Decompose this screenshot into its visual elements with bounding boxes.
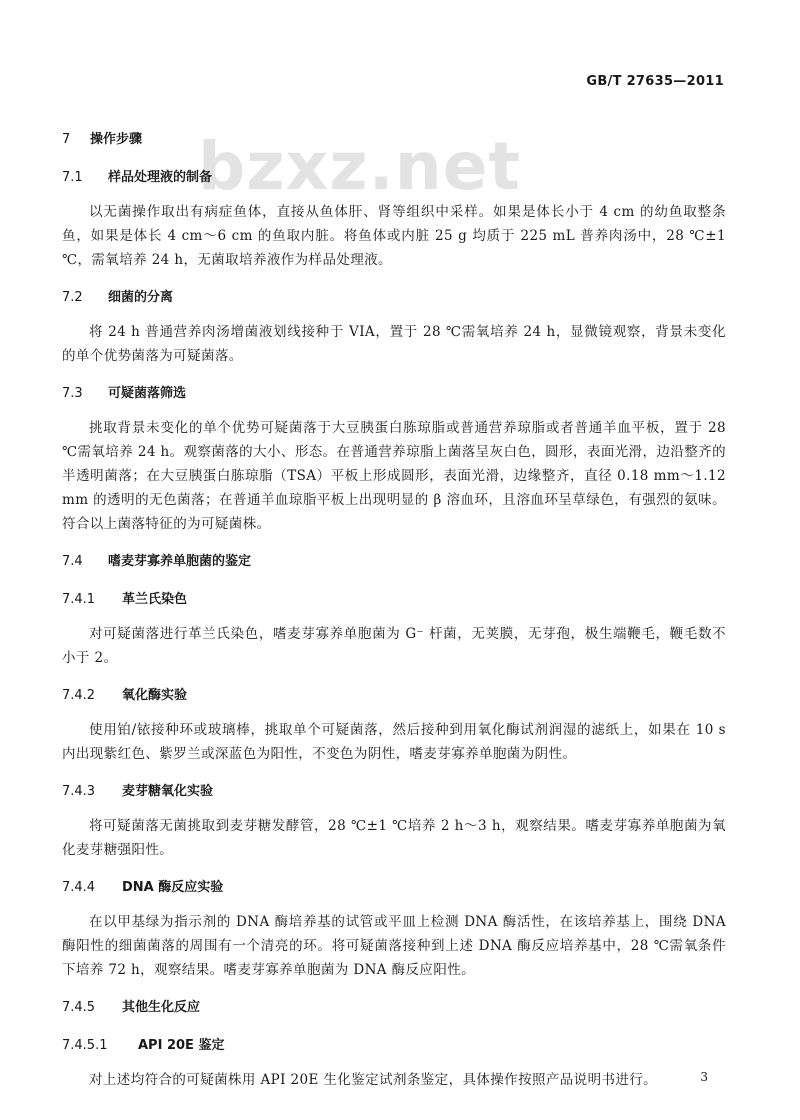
section-number: 7.4.2 xyxy=(62,688,96,703)
section-title: 其他生化反应 xyxy=(122,1000,201,1015)
section-title: 革兰氏染色 xyxy=(122,592,188,607)
section-title: 嗜麦芽寡养单胞菌的鉴定 xyxy=(108,554,252,569)
subsection-heading xyxy=(62,588,726,612)
section-number: 7.2 xyxy=(62,290,83,305)
section-paragraph: 使用铂/铱接种环或玻璃棒，挑取单个可疑菌落，然后接种到用氧化酶试剂润湿的滤纸上，如果在 10 s 内出现紫红色、紫罗兰或深蓝色为阳性，不变色为阴性，嗜麦芽寡养单胞菌为阴性。 xyxy=(62,722,726,762)
section-title: 细菌的分离 xyxy=(108,290,174,305)
subsubsection-heading xyxy=(62,1034,726,1058)
section-number: 7.4 xyxy=(62,554,83,569)
section-paragraph: 挑取背景未变化的单个优势可疑菌落于大豆胰蛋白胨琼脂或普通营养琼脂或者普通羊血平板，置于 28 ℃需氧培养 24 h。观察菌落的大小、形态。在普通营养琼脂上菌落呈灰白色，圆形，表面光滑，边沿整齐的半透明菌落；在大豆胰蛋白胨琼脂（TSA）平板上形成圆形，表面光滑，边缘整齐，直径 0.18 mm～1.12 mm 的透明的无色菌落；在普通羊血琼脂平板上出现明显的 β 溶血环，且溶血环呈草绿色，有强烈的氨味。符合以上菌落特征的为可疑菌株。 xyxy=(62,420,726,532)
section-heading xyxy=(62,166,726,190)
subsection-heading xyxy=(62,996,726,1020)
section-title: 麦芽糖氧化实验 xyxy=(122,784,214,799)
section-heading xyxy=(62,550,726,574)
section-title: 可疑菌落筛选 xyxy=(108,386,187,401)
section-paragraph: 对可疑菌落进行革兰氏染色，嗜麦芽寡养单胞菌为 G⁻ 杆菌，无荚膜，无芽孢，极生端鞭毛，鞭毛数不小于 2。 xyxy=(62,626,726,666)
section-number: 7 xyxy=(62,132,71,147)
section-heading xyxy=(62,286,726,310)
section-heading xyxy=(62,128,726,152)
section-number: 7.3 xyxy=(62,386,83,401)
section-number: 7.4.3 xyxy=(62,784,96,799)
subsection-heading xyxy=(62,684,726,708)
section-title: 氧化酶实验 xyxy=(122,688,188,703)
standard-code: GB/T 27635—2011 xyxy=(586,74,724,89)
section-paragraph: 在以甲基绿为指示剂的 DNA 酶培养基的试管或平皿上检测 DNA 酶活性，在该培养基上，围绕 DNA 酶阳性的细菌菌落的周围有一个清亮的环。将可疑菌落接种到上述 DNA 酶反应培养基中，28 ℃需氧条件下培养 72 h，观察结果。嗜麦芽寡养单胞菌为 DNA 酶反应阳性。 xyxy=(62,914,726,978)
document-body xyxy=(62,128,726,1092)
section-paragraph: 对上述均符合的可疑菌株用 API 20E 生化鉴定试剂条鉴定，具体操作按照产品说明书进行。 xyxy=(89,1072,658,1088)
section-number: 7.1 xyxy=(62,170,83,185)
subsection-heading xyxy=(62,780,726,804)
section-title: API 20E 鉴定 xyxy=(138,1038,225,1053)
subsection-heading xyxy=(62,876,726,900)
section-title: 样品处理液的制备 xyxy=(108,170,213,185)
watermark: bzxz.net xyxy=(198,128,522,205)
section-heading xyxy=(62,382,726,406)
section-paragraph: 以无菌操作取出有病症鱼体，直接从鱼体肝、肾等组织中采样。如果是体长小于 4 cm 的幼鱼取整条鱼，如果是体长 4 cm～6 cm 的鱼取内脏。将鱼体或内脏 25 g 均质于 225 mL 普养肉汤中，28 ℃±1 ℃，需氧培养 24 h，无菌取培养液作为样品处理液。 xyxy=(62,204,726,268)
page-number: 3 xyxy=(700,1070,708,1084)
section-number: 7.4.5 xyxy=(62,1000,96,1015)
section-paragraph: 将 24 h 普通营养肉汤增菌液划线接种于 VIA，置于 28 ℃需氧培养 24 h，显微镜观察，背景未变化的单个优势菌落为可疑菌落。 xyxy=(62,324,726,364)
section-number: 7.4.5.1 xyxy=(62,1038,108,1053)
section-title: DNA 酶反应实验 xyxy=(122,880,224,895)
section-title: 操作步骤 xyxy=(90,132,143,147)
section-number: 7.4.1 xyxy=(62,592,96,607)
section-number: 7.4.4 xyxy=(62,880,96,895)
section-paragraph: 将可疑菌落无菌挑取到麦芽糖发酵管，28 ℃±1 ℃培养 2 h～3 h，观察结果。嗜麦芽寡养单胞菌为氧化麦芽糖强阳性。 xyxy=(62,818,726,858)
